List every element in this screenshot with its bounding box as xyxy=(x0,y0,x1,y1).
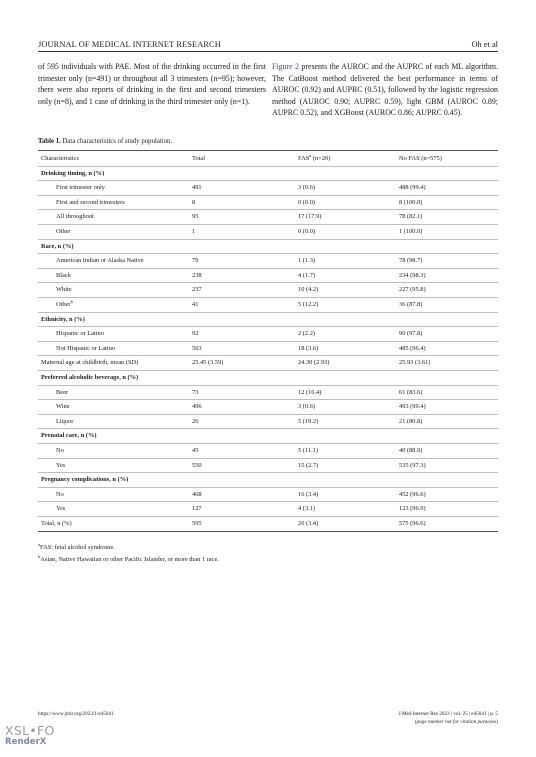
table-row xyxy=(38,385,498,401)
table-row xyxy=(38,297,498,313)
cell-no-fas: 488 (99.4) xyxy=(399,184,426,192)
cell-no-fas: 21 (80.8) xyxy=(399,417,423,425)
cell-no-fas: 575 (96.6) xyxy=(399,520,426,527)
cell-no-fas: 8 (100.0) xyxy=(399,198,423,206)
header-characteristics: Characteristics xyxy=(41,155,79,162)
cell-characteristic: Liquor xyxy=(56,417,74,425)
cell-total: 25.45 (3.59) xyxy=(192,359,224,367)
cell-fas: 3 (0.6) xyxy=(298,403,316,411)
cell-no-fas: 78 (98.7) xyxy=(399,257,423,265)
running-header xyxy=(38,38,498,52)
cell-no-fas: 493 (99.4) xyxy=(399,403,426,411)
table-row xyxy=(38,253,498,269)
cell-no-fas: 234 (98.3) xyxy=(399,271,426,279)
cell-total: 491 xyxy=(192,184,202,192)
table-row xyxy=(38,268,498,284)
cell-characteristic: Yes xyxy=(56,505,66,513)
body-text-right xyxy=(272,61,498,119)
cell-fas: 5 (19.2) xyxy=(298,417,319,425)
table-row xyxy=(38,195,498,211)
table-row xyxy=(38,414,498,430)
table-header-row xyxy=(38,151,498,167)
cell-characteristic: Race, n (%) xyxy=(41,242,74,250)
cell-characteristic: Total, n (%) xyxy=(41,520,72,527)
cell-characteristic: Other$^b$ xyxy=(56,298,73,308)
cell-characteristic: Ethnicity, n (%) xyxy=(41,315,85,323)
citation-text: J Med Internet Res 2023 | vol. 25 | e45041 | p. 5 xyxy=(398,711,498,717)
cell-no-fas: 227 (95.8) xyxy=(399,286,426,294)
cell-fas: 2 (2.2) xyxy=(298,330,316,338)
cell-total: 1 xyxy=(192,228,196,235)
xsl-fo-logo xyxy=(5,723,55,747)
cell-no-fas: 123 (96.9) xyxy=(399,505,426,513)
cell-characteristic: Pregnancy complications, n (%) xyxy=(41,476,129,484)
cell-total: 237 xyxy=(192,286,202,294)
table-row xyxy=(38,458,498,474)
cell-no-fas: 78 (82.1) xyxy=(399,213,423,221)
table-row xyxy=(38,516,498,532)
footnote-a: $^a$FAS: fetal alcohol syndrome. xyxy=(38,541,115,551)
cell-total: 127 xyxy=(192,505,202,513)
cell-fas: 24.30 (2.93) xyxy=(298,359,330,367)
table-bottom-rule xyxy=(38,531,498,532)
cell-no-fas: 1 (100.0) xyxy=(399,228,423,235)
table-section-row xyxy=(38,370,498,386)
cell-characteristic: Beer xyxy=(56,388,69,396)
cell-fas: 5 (11.1) xyxy=(298,447,318,454)
cell-fas: 0 (0.0) xyxy=(298,228,316,235)
right-paragraph: presents the AUROC and the AUPRC of each ML algorithm. The CatBoost method delivered the best performance in terms of AUROC (0.92) and AUPRC (0.51), followed by the logistic regression method (AUROC 0.90; AUPRC 0.59), light GBM (AUROC 0.89; AUPRC 0.52), and XGBoost (AUROC 0.86; AUPRC 0.45). xyxy=(272,62,498,117)
cell-total: 550 xyxy=(192,461,202,469)
cell-no-fas: 40 (88.9) xyxy=(399,447,423,454)
cell-total: 45 xyxy=(192,447,199,454)
table-row xyxy=(38,487,498,503)
cell-fas: 12 (16.4) xyxy=(298,388,322,396)
page-number-note: (page number not for citation purposes) xyxy=(414,718,498,725)
cell-total: 41 xyxy=(192,301,199,308)
renderx-wordmark: RenderX xyxy=(5,737,47,747)
cell-fas: 4 (1.7) xyxy=(298,271,316,279)
cell-total: 468 xyxy=(192,490,202,498)
cell-fas: 18 (3.6) xyxy=(298,344,319,352)
header-fas: FAS$^a$ (n=20) xyxy=(298,152,331,162)
header-total: Total xyxy=(192,155,206,162)
table-caption xyxy=(38,138,172,145)
table-row xyxy=(38,326,498,342)
cell-fas: 16 (3.4) xyxy=(298,490,319,498)
cell-total: 79 xyxy=(192,257,199,265)
table-row xyxy=(38,341,498,357)
cell-characteristic: Black xyxy=(56,271,71,279)
cell-total: 496 xyxy=(192,403,202,411)
cell-fas: 3 (0.6) xyxy=(298,184,316,192)
cell-characteristic: First trimester only xyxy=(56,184,105,192)
cell-characteristic: White xyxy=(56,286,72,294)
table-section-row xyxy=(38,239,498,255)
cell-characteristic: American Indian or Alaska Native xyxy=(56,257,144,265)
table-row xyxy=(38,224,498,240)
cell-no-fas: 61 (83.6) xyxy=(399,388,423,396)
header-no-fas: No FAS (n=575) xyxy=(399,155,442,162)
cell-characteristic: Prenatal care, n (%) xyxy=(41,432,97,440)
cell-total: 8 xyxy=(192,198,196,206)
cell-total: 503 xyxy=(192,344,202,352)
table-footnotes xyxy=(38,542,219,565)
left-paragraph: of 595 individuals with PAE. Most of the drinking occurred in the first trimester only (n=491) or throughout all 3 trimesters (n=95); however, there were also reports of drinking in the first and second trimesters only (n=8), and 1 case of drinking in the third trimester only (n=1). xyxy=(38,62,266,106)
cell-characteristic: Not Hispanic or Latino xyxy=(56,344,116,352)
cell-total: 95 xyxy=(192,213,199,221)
cell-characteristic: Hispanic or Latino xyxy=(56,330,104,338)
table-section-row xyxy=(38,312,498,328)
table-row xyxy=(38,399,498,415)
cell-no-fas: 90 (97.8) xyxy=(399,330,423,338)
article-url[interactable]: https://www.jmir.org/2023/1/e45041 xyxy=(38,711,114,717)
cell-fas: 15 (2.7) xyxy=(298,461,319,469)
cell-fas: 17 (17.9) xyxy=(298,213,322,221)
cell-fas: 10 (4.2) xyxy=(298,286,319,294)
cell-characteristic: Yes xyxy=(56,461,66,469)
cell-fas: 4 (3.1) xyxy=(298,505,316,513)
cell-no-fas: 452 (96.6) xyxy=(399,490,426,498)
cell-total: 92 xyxy=(192,330,199,338)
cell-characteristic: All throughout xyxy=(56,213,94,221)
journal-title: JOURNAL OF MEDICAL INTERNET RESEARCH xyxy=(38,40,221,49)
xsl-fo-wordmark: XSL•FO xyxy=(5,723,55,738)
cell-characteristic: Drinking timing, n (%) xyxy=(41,169,105,177)
table-row xyxy=(38,282,498,298)
cell-fas: 1 (1.3) xyxy=(298,257,316,265)
table-section-row xyxy=(38,428,498,444)
cell-characteristic: First and second trimesters xyxy=(56,198,125,206)
cell-characteristic: Wine xyxy=(56,403,70,411)
cell-total: 26 xyxy=(192,417,199,425)
body-text-left xyxy=(38,61,266,107)
table-label: Table 1. xyxy=(38,138,61,145)
cell-no-fas: 485 (96.4) xyxy=(399,344,426,352)
cell-fas: 5 (12.2) xyxy=(298,301,319,308)
cell-total: 595 xyxy=(192,520,202,527)
cell-total: 73 xyxy=(192,388,199,396)
footnote-b: $^b$Asian, Native Hawaiian or other Pacific Islander, or more than 1 race. xyxy=(38,553,219,563)
table-row xyxy=(38,443,498,459)
cell-characteristic: No xyxy=(56,490,64,498)
table-row xyxy=(38,355,498,371)
cell-no-fas: 25.93 (3.61) xyxy=(399,359,431,367)
cell-characteristic: Other xyxy=(56,228,71,235)
table-row xyxy=(38,180,498,196)
figure-2-link[interactable]: Figure 2 xyxy=(272,62,299,71)
cell-fas: 20 (3.4) xyxy=(298,520,319,527)
cell-characteristic: Preferred alcoholic beverage, n (%) xyxy=(41,374,139,381)
table-section-row xyxy=(38,472,498,488)
table-row xyxy=(38,209,498,225)
cell-characteristic: No xyxy=(56,447,64,454)
table-row xyxy=(38,501,498,517)
author-label: Oh et al xyxy=(471,40,498,49)
table-caption-text: Data characteristics of study population. xyxy=(62,138,173,145)
cell-no-fas: 535 (97.3) xyxy=(399,461,426,469)
table-section-row xyxy=(38,166,498,182)
cell-total: 238 xyxy=(192,271,202,279)
citation-block xyxy=(399,711,498,726)
cell-fas: 0 (0.0) xyxy=(298,198,316,206)
cell-no-fas: 36 (87.8) xyxy=(399,301,423,308)
cell-characteristic: Maternal age at childbirth, mean (SD) xyxy=(41,359,139,367)
